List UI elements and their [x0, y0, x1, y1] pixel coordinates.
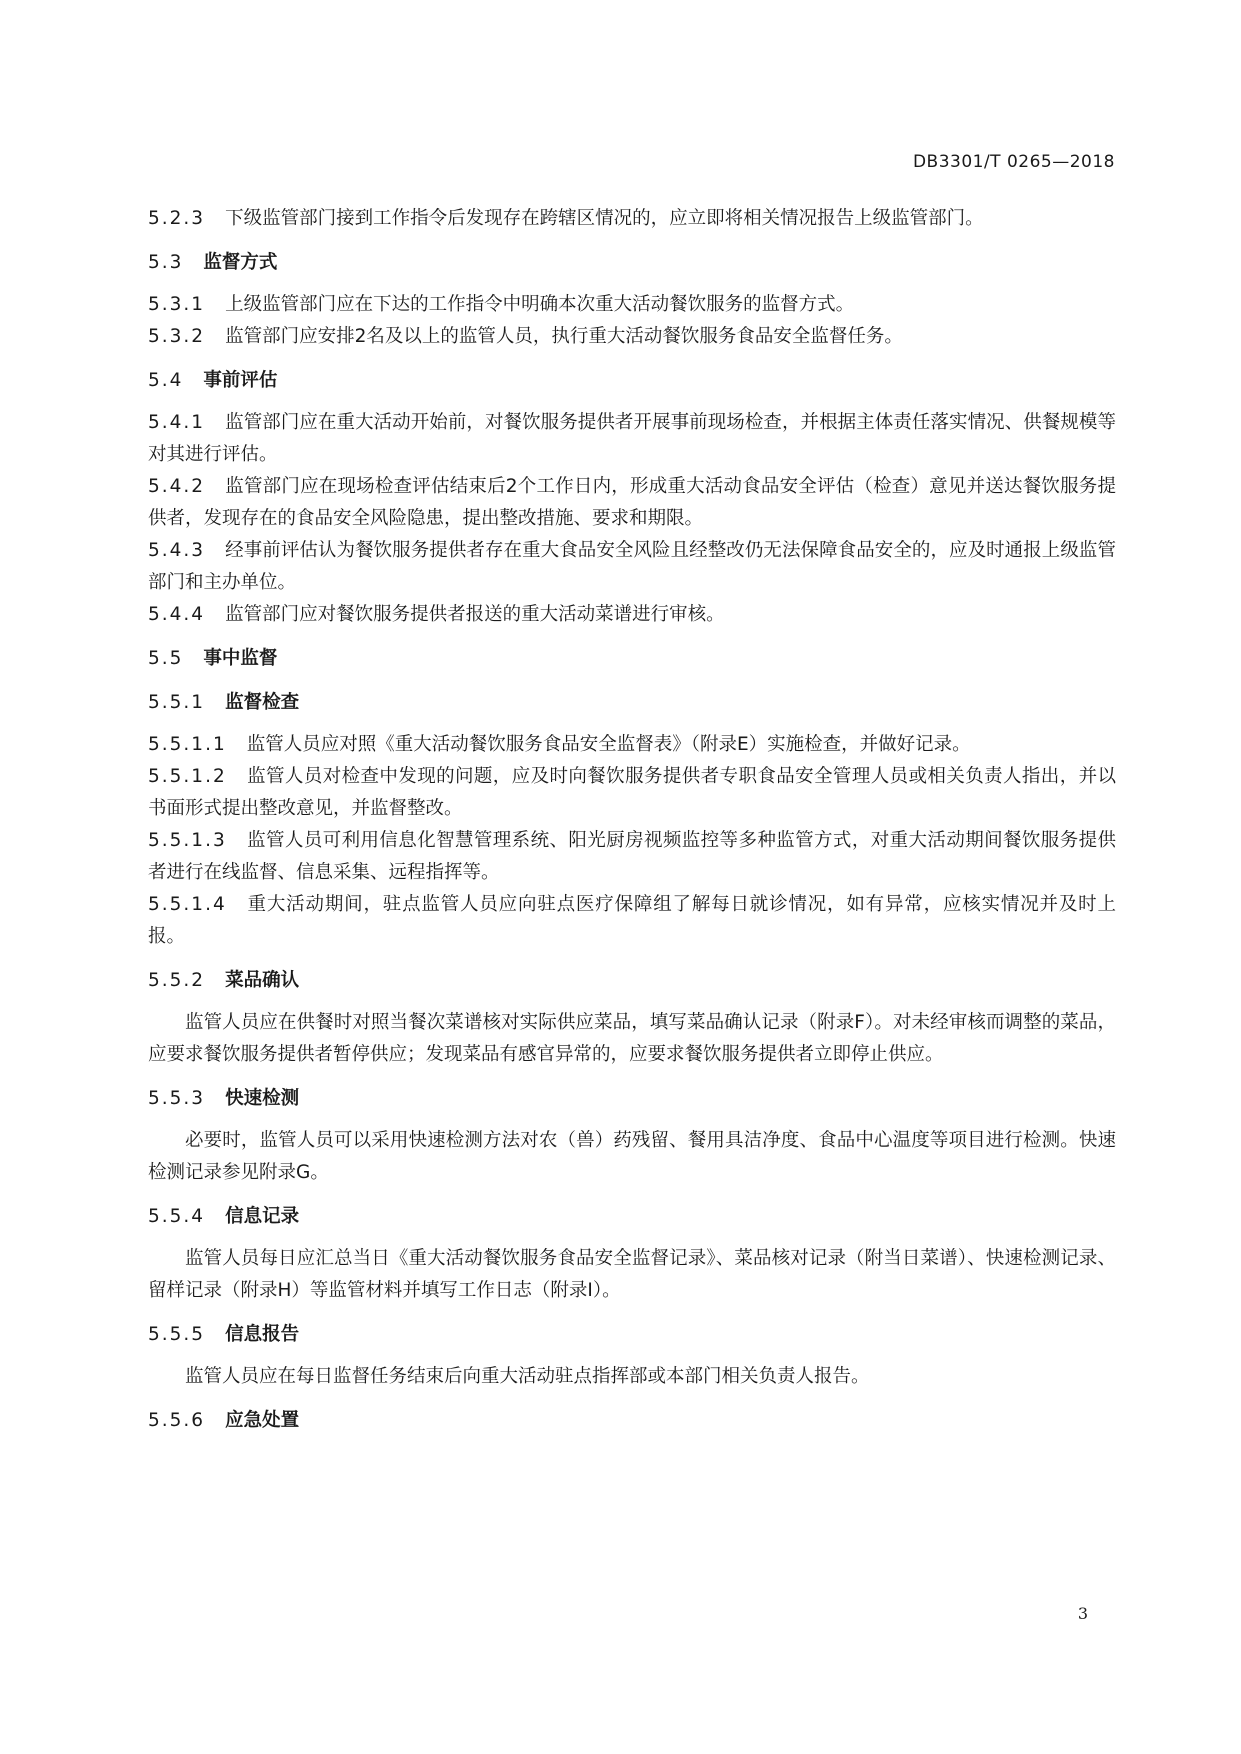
section-number: 5.3 [148, 252, 184, 273]
section-heading-5-5-5 [148, 1319, 1116, 1351]
clause-text: 监管人员应对照《重大活动餐饮服务食品安全监督表》（附录E）实施检查，并做好记录。 [246, 734, 971, 755]
clause-number: 5.3.1 [148, 294, 206, 315]
section-heading-5-5-1 [148, 687, 1116, 719]
section-number: 5.5.4 [148, 1206, 206, 1227]
page-number: 3 [1077, 1604, 1088, 1623]
section-title: 快速检测 [225, 1088, 300, 1109]
section-title: 监督方式 [203, 252, 278, 273]
paragraph-5-5-2: 监管人员应在供餐时对照当餐次菜谱核对实际供应菜品，填写菜品确认记录（附录F）。对未经审核而调整的菜品，应要求餐饮服务提供者暂停供应；发现菜品有感官异常的，应要求餐饮服务提供者立即停止供应。 [148, 1012, 1116, 1065]
clause-5-5-1-4 [148, 889, 1116, 953]
section-title: 应急处置 [225, 1410, 300, 1431]
section-heading-5-5-4 [148, 1201, 1116, 1233]
clause-5-5-1-3 [148, 825, 1116, 889]
section-heading-5-5 [148, 643, 1116, 675]
section-number: 5.5.1 [148, 692, 206, 713]
section-title: 菜品确认 [225, 970, 300, 991]
clause-5-4-4 [148, 599, 1116, 631]
document-body [148, 203, 1116, 1447]
paragraph-5-5-5: 监管人员应在每日监督任务结束后向重大活动驻点指挥部或本部门相关负责人报告。 [185, 1366, 870, 1387]
paragraph-5-5-4: 监管人员每日应汇总当日《重大活动餐饮服务食品安全监督记录》、菜品核对记录（附当日菜谱）、快速检测记录、留样记录（附录H）等监管材料并填写工作日志（附录I）。 [148, 1248, 1116, 1301]
section-title: 信息记录 [225, 1206, 300, 1227]
clause-number: 5.5.1.1 [148, 734, 227, 755]
clause-text: 监管部门应对餐饮服务提供者报送的重大活动菜谱进行审核。 [225, 604, 725, 625]
section-heading-5-3 [148, 247, 1116, 279]
section-number: 5.5.2 [148, 970, 206, 991]
clause-number: 5.4.1 [148, 412, 206, 433]
clause-text: 监管部门应安排2名及以上的监管人员，执行重大活动餐饮服务食品安全监督任务。 [225, 326, 903, 347]
clause-number: 5.4.2 [148, 476, 206, 497]
section-heading-5-5-2 [148, 965, 1116, 997]
clause-number: 5.2.3 [148, 208, 206, 229]
section-number: 5.5.6 [148, 1410, 206, 1431]
clause-text: 监管人员可利用信息化智慧管理系统、阳光厨房视频监控等多种监管方式，对重大活动期间餐饮服务提供者进行在线监督、信息采集、远程指挥等。 [148, 830, 1116, 883]
clause-text: 监管部门应在重大活动开始前，对餐饮服务提供者开展事前现场检查，并根据主体责任落实情况、供餐规模等对其进行评估。 [148, 412, 1116, 465]
section-heading-5-5-3 [148, 1083, 1116, 1115]
section-title: 事前评估 [203, 370, 278, 391]
clause-5-4-2 [148, 471, 1116, 535]
clause-number: 5.4.3 [148, 540, 206, 561]
clause-text: 上级监管部门应在下达的工作指令中明确本次重大活动餐饮服务的监督方式。 [225, 294, 855, 315]
paragraph-5-5-3: 必要时，监管人员可以采用快速检测方法对农（兽）药残留、餐用具洁净度、食品中心温度等项目进行检测。快速检测记录参见附录G。 [148, 1130, 1116, 1183]
section-heading-5-5-6 [148, 1405, 1116, 1437]
clause-number: 5.5.1.2 [148, 766, 227, 787]
clause-5-3-1 [148, 289, 1116, 321]
section-title: 信息报告 [225, 1324, 300, 1345]
section-heading-5-4 [148, 365, 1116, 397]
clause-5-5-1-1 [148, 729, 1116, 761]
clause-text: 监管人员对检查中发现的问题，应及时向餐饮服务提供者专职食品安全管理人员或相关负责人指出，并以书面形式提出整改意见，并监督整改。 [148, 766, 1116, 819]
clause-5-4-3 [148, 535, 1116, 599]
clause-5-2-3 [148, 203, 1116, 235]
section-number: 5.4 [148, 370, 184, 391]
clause-5-5-1-2 [148, 761, 1116, 825]
clause-text: 监管部门应在现场检查评估结束后2个工作日内，形成重大活动食品安全评估（检查）意见并送达餐饮服务提供者，发现存在的食品安全风险隐患，提出整改措施、要求和期限。 [148, 476, 1116, 529]
section-title: 监督检查 [225, 692, 300, 713]
clause-5-4-1 [148, 407, 1116, 471]
clause-number: 5.4.4 [148, 604, 206, 625]
clause-text: 经事前评估认为餐饮服务提供者存在重大食品安全风险且经整改仍无法保障食品安全的，应及时通报上级监管部门和主办单位。 [148, 540, 1116, 593]
clause-text: 下级监管部门接到工作指令后发现存在跨辖区情况的，应立即将相关情况报告上级监管部门。 [225, 208, 984, 229]
clause-text: 重大活动期间，驻点监管人员应向驻点医疗保障组了解每日就诊情况，如有异常，应核实情况并及时上报。 [148, 894, 1116, 947]
clause-5-3-2 [148, 321, 1116, 353]
clause-number: 5.3.2 [148, 326, 206, 347]
clause-number: 5.5.1.4 [148, 894, 227, 915]
section-number: 5.5 [148, 648, 184, 669]
section-number: 5.5.5 [148, 1324, 206, 1345]
section-title: 事中监督 [203, 648, 278, 669]
section-number: 5.5.3 [148, 1088, 206, 1109]
standard-code: DB3301/T 0265—2018 [912, 152, 1115, 172]
clause-number: 5.5.1.3 [148, 830, 227, 851]
